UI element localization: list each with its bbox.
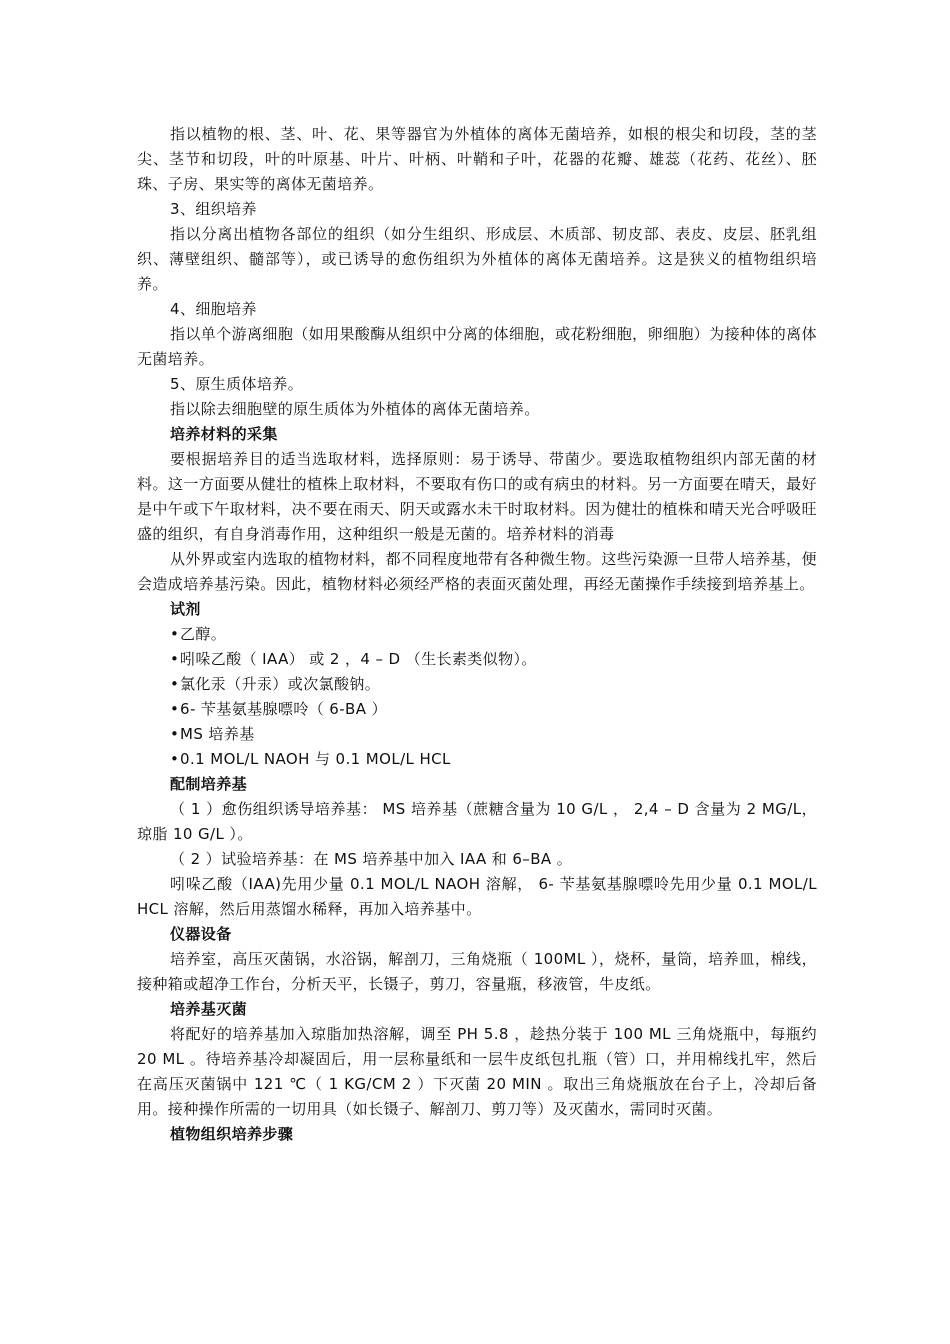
subheading-cell-culture: 4、细胞培养 [170,300,257,318]
reagent-text: MS 培养基 [180,725,255,743]
subheading-tissue-culture: 3、组织培养 [170,200,257,218]
paragraph-disinfect: 从外界或室内选取的植物材料，都不同程度地带有各种微生物。这些污染源一旦带人培养基，便会造成培养基污染。因此，植物材料必须经严格的表面灭菌处理，再经无菌操作手续接到培养基上。 [137,550,817,593]
reagent-text: 吲哚乙酸（ IAA） 或 2 ，4 – D （生长素类似物）。 [180,650,537,668]
section-heading-material: 培养材料的采集 [170,425,278,443]
reagent-text: 乙醇。 [180,625,227,643]
document-page [137,122,817,1147]
section-heading-reagent: 试剂 [170,600,201,618]
bullet-icon: • [170,625,180,643]
paragraph-medium-3: 吲哚乙酸（IAA)先用少量 0.1 MOL/L NAOH 溶解， 6- 苄基氨基腺嘌呤先用少量 0.1 MOL/L HCL 溶解，然后用蒸馏水稀释，再加入培养基中。 [137,875,817,918]
reagent-item [137,747,817,772]
paragraph-medium-1: （ 1 ）愈伤组织诱导培养基： MS 培养基（蔗糖含量为 10 G/L ， 2,4 – D 含量为 2 MG/L，琼脂 10 G/L ）。 [137,800,817,843]
section-heading-steps: 植物组织培养步骤 [170,1125,294,1143]
reagent-item [137,672,817,697]
reagent-item [137,697,817,722]
reagent-item [137,622,817,647]
bullet-icon: • [170,700,180,718]
reagent-text: 氯化汞（升汞）或次氯酸钠。 [180,675,381,693]
paragraph-cell-culture: 指以单个游离细胞（如用果酸酶从组织中分离的体细胞，或花粉细胞，卵细胞）为接种体的离体无菌培养。 [137,325,817,368]
paragraph-protoplast-culture: 指以除去细胞壁的原生质体为外植体的离体无菌培养。 [170,400,540,418]
paragraph-medium-2: （ 2 ）试验培养基：在 MS 培养基中加入 IAA 和 6–BA 。 [170,850,573,868]
subheading-protoplast-culture: 5、原生质体培养。 [170,375,304,393]
bullet-icon: • [170,650,180,668]
paragraph-equipment: 培养室，高压灭菌锅，水浴锅，解剖刀，三角烧瓶（ 100ML ），烧杯，量筒，培养皿，棉线，接种箱或超净工作台，分析天平，长镊子，剪刀，容量瓶，移液管，牛皮纸。 [137,950,817,993]
bullet-icon: • [170,725,180,743]
reagent-item [137,647,817,672]
reagent-item [137,722,817,747]
paragraph-material: 要根据培养目的适当选取材料，选择原则：易于诱导、带菌少。要选取植物组织内部无菌的材料。这一方面要从健壮的植株上取材料，不要取有伤口的或有病虫的材料。另一方面要在晴天，最好是中午或下午取材料，决不要在雨天、阴天或露水未干时取材料。因为健壮的植株和晴天光合呼吸旺盛的组织，有自身消毒作用，这种组织一般是无菌的。培养材料的消毒 [137,450,817,543]
reagent-text: 0.1 MOL/L NAOH 与 0.1 MOL/L HCL [180,750,451,768]
reagent-text: 6- 苄基氨基腺嘌呤（ 6-BA ） [180,700,387,718]
bullet-icon: • [170,675,180,693]
section-heading-medium: 配制培养基 [170,775,248,793]
bullet-icon: • [170,750,180,768]
paragraph-sterilize: 将配好的培养基加入琼脂加热溶解，调至 PH 5.8 ，趁热分装于 100 ML 三角烧瓶中，每瓶约 20 ML 。待培养基冷却凝固后，用一层称量纸和一层牛皮纸包扎瓶（管）口，并用棉线扎牢，然后在高压灭菌锅中 121 ℃（ 1 KG/CM 2 ）下灭菌 20 MIN 。取出三角烧瓶放在台子上，冷却后备用。接种操作所需的一切用具（如长镊子、解剖刀、剪刀等）及灭菌水，需同时灭菌。 [137,1025,817,1118]
paragraph-tissue-culture: 指以分离出植物各部位的组织（如分生组织、形成层、木质部、韧皮部、表皮、皮层、胚乳组织、薄壁组织、髓部等），或已诱导的愈伤组织为外植体的离体无菌培养。这是狭义的植物组织培养。 [137,225,817,293]
section-heading-sterilize: 培养基灭菌 [170,1000,248,1018]
section-heading-equipment: 仪器设备 [170,925,232,943]
paragraph-organ-culture: 指以植物的根、茎、叶、花、果等器官为外植体的离体无菌培养，如根的根尖和切段，茎的茎尖、茎节和切段，叶的叶原基、叶片、叶柄、叶鞘和子叶，花器的花瓣、雄蕊（花药、花丝）、胚珠、子房、果实等的离体无菌培养。 [137,125,817,193]
